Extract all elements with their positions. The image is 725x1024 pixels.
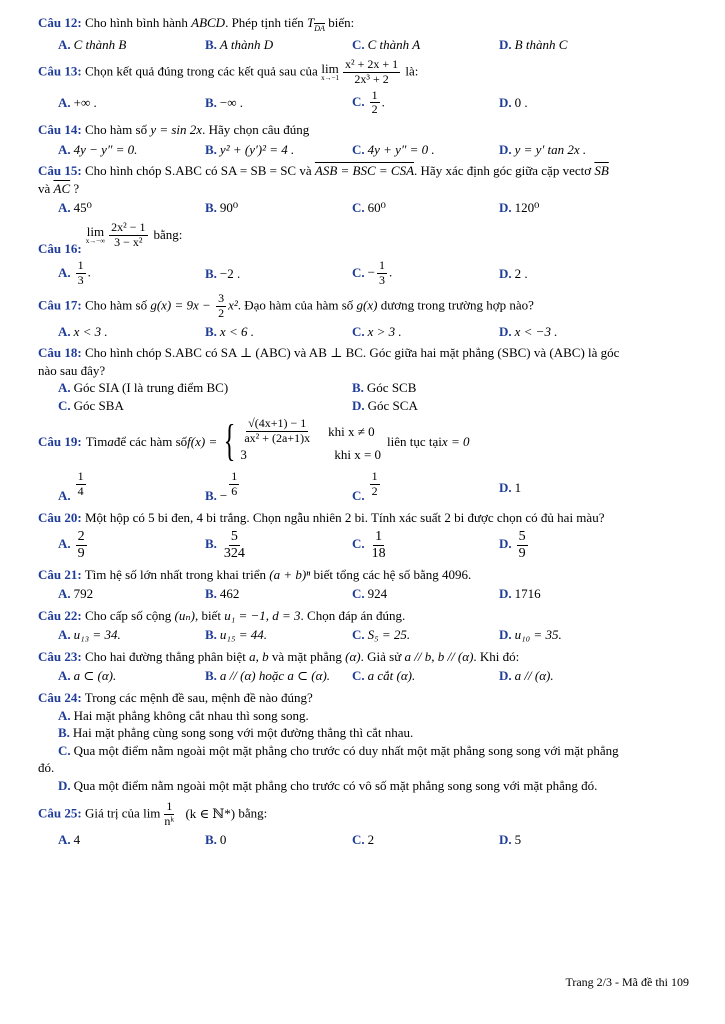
question-20	[38, 509, 687, 562]
math-cond: (k ∈ ℕ*)	[185, 805, 236, 821]
question-number: Câu 16:	[38, 240, 82, 256]
question-text: liên tục tại	[387, 433, 442, 449]
question-number: Câu 15:	[38, 163, 82, 179]
math-limit: lim	[143, 805, 161, 821]
question-text: Cho hai đường thẳng phân biệt	[84, 648, 250, 664]
math-limit: lim x→−∞	[85, 224, 106, 246]
question-number: Câu 12:	[38, 15, 82, 30]
option-a[interactable]: A. $\frac{2}{9}$	[58, 528, 85, 561]
question-number: Câu 22:	[38, 607, 82, 623]
question-text: . Khi đó:	[473, 648, 520, 664]
option-b[interactable]: B. y² + (y′)² = 4 .	[205, 141, 295, 157]
option-a[interactable]: A. u₁₃ = 34.	[58, 627, 121, 643]
page-footer: Trang 2/3 - Mã đề thi 109	[565, 975, 689, 989]
option-a[interactable]: A. 792	[58, 586, 94, 602]
question-text: Một hộp có 5 bi đen, 4 bi trắng. Chọn ngẫu nhiên 2 bi. Tính xác suất 2 bi được chọn có đủ hai màu?	[84, 509, 605, 525]
option-b[interactable]: B. Hai mặt phẳng cùng song song với một đường thẳng thì cắt nhau.	[58, 725, 414, 741]
math-fx: f(x) =	[187, 433, 218, 449]
option-c[interactable]: C. 60⁰	[352, 200, 386, 216]
question-text: nào sau đây?	[38, 362, 106, 378]
question-16	[38, 221, 687, 288]
option-c[interactable]: C. 4y + y″ = 0 .	[352, 141, 435, 157]
question-text: Tìm	[85, 433, 108, 449]
question-number: Câu 21:	[38, 566, 82, 582]
option-b[interactable]: B. 462	[205, 586, 240, 602]
question-text: và	[38, 180, 54, 196]
question-text: Cho hình chóp S.ABC có SA ⊥ (ABC) và AB ⊥ BC. Góc giữa hai mặt phẳng (SBC) và (ABC) là góc	[84, 345, 620, 361]
option-b[interactable]: B. Góc SCB	[352, 380, 417, 396]
question-text: . Giả sử	[360, 648, 405, 664]
question-text: Chọn kết quả đúng trong các kết quả sau của	[84, 63, 322, 79]
option-d[interactable]: D. a // (α).	[499, 668, 554, 684]
math-fraction: $\frac{1}{\text{nᵏ}}$	[164, 799, 175, 829]
option-c[interactable]: C. $\frac{1}{18}$	[352, 528, 386, 561]
option-a[interactable]: A. Góc SIA (I là trung điểm BC)	[58, 380, 229, 396]
math-vector-ac: $\overline{AC}$	[53, 180, 71, 196]
question-number: Câu 17:	[38, 297, 82, 313]
math-vector-sb: $\overline{SB}$	[594, 163, 609, 179]
option-a[interactable]: A. a ⊂ (α).	[58, 668, 117, 684]
option-b[interactable]: B. A thành D	[205, 37, 274, 53]
option-c[interactable]: C. Qua một điểm nằm ngoài một mặt phẳng cho trước có duy nhất một mặt phẳng song song với mặt phẳng	[58, 742, 619, 758]
option-c[interactable]: C. a cắt (α).	[352, 668, 416, 684]
option-b[interactable]: B. u₁₅ = 44.	[205, 627, 267, 643]
option-d[interactable]: D. y = y′ tan 2x .	[499, 141, 587, 157]
option-d[interactable]: D. 5	[499, 831, 522, 847]
question-text: . Hãy chọn câu đúng	[202, 122, 310, 138]
math-fraction: $\frac{3}{2}$	[218, 291, 225, 320]
option-d[interactable]: D. 2 .	[499, 265, 528, 281]
question-15	[38, 162, 687, 217]
question-text: bằng:	[153, 227, 183, 243]
option-d[interactable]: D. 1716	[499, 586, 541, 602]
question-text: để các hàm số	[113, 433, 188, 449]
option-c[interactable]: C. 924	[352, 586, 388, 602]
option-d[interactable]: D. 0 .	[499, 95, 528, 111]
option-c[interactable]: C. x > 3 .	[352, 323, 402, 339]
option-a[interactable]: A. x < 3 .	[58, 323, 108, 339]
option-c[interactable]: C. − $\frac{1}{3}$ .	[352, 258, 393, 288]
math-expr: (a + b)ⁿ	[269, 566, 311, 582]
math-un: (uₙ)	[174, 607, 195, 623]
question-23	[38, 648, 687, 685]
option-a[interactable]: A. $\frac{1}{4}$	[58, 469, 84, 504]
question-text: , biết	[194, 607, 225, 623]
option-a[interactable]: A. 45⁰	[58, 200, 92, 216]
question-text: . Hãy xác định góc giữa cặp vectơ	[414, 163, 595, 179]
question-text: . Chọn đáp án đúng.	[300, 607, 406, 623]
question-25	[38, 800, 687, 848]
question-number: Câu 25:	[38, 805, 82, 821]
math-limit: lim x→−1	[321, 61, 340, 83]
question-12	[38, 14, 687, 54]
option-a[interactable]: A. $\frac{1}{3}$ .	[58, 258, 91, 288]
question-text: Cho hình bình hành	[84, 15, 192, 30]
math-a: a	[107, 433, 114, 449]
option-b[interactable]: B. −∞ .	[205, 95, 244, 111]
option-d[interactable]: D. 120⁰	[499, 200, 540, 216]
math-cond: a // b, b // (α)	[404, 648, 474, 664]
option-b[interactable]: B. a // (α) hoặc a ⊂ (α).	[205, 668, 331, 684]
option-b[interactable]: B. x < 6 .	[205, 323, 254, 339]
question-21	[38, 566, 687, 603]
question-number: Câu 18:	[38, 345, 82, 361]
piecewise-function: { $\frac{√(4x+1) - 1}{\text{ax² + (2a+1)x}}$ khi x ≠ 0 3 khi x = 0	[223, 416, 382, 466]
option-c[interactable]: C. S₅ = 25.	[352, 627, 411, 643]
question-number: Câu 23:	[38, 648, 82, 664]
option-d[interactable]: D. Qua một điểm nằm ngoài một mặt phẳng cho trước có vô số mặt phẳng song song với mặt phẳng đó.	[58, 777, 598, 793]
option-d[interactable]: D. B thành C	[499, 37, 568, 53]
question-number: Câu 20:	[38, 509, 82, 525]
option-b[interactable]: B. 0	[205, 831, 227, 847]
option-d[interactable]: D. 1	[499, 479, 522, 495]
math-translation: $T_{DA}$	[307, 15, 325, 33]
option-c[interactable]: C. 2	[352, 831, 375, 847]
option-b[interactable]: B. −2 .	[205, 265, 241, 281]
math-alpha: (α)	[345, 648, 361, 664]
option-c[interactable]: C. C thành A	[352, 37, 421, 53]
question-text: . Đạo hàm của hàm số	[237, 297, 357, 313]
math-fraction: $\frac{\text{x² + 2x + 1}}{\text{2x³ + 2}}$	[345, 56, 399, 86]
math-given: u₁ = −1, d = 3	[224, 607, 301, 623]
math-angles: ASB = BSC = CSA	[314, 163, 415, 179]
question-text: ?	[70, 180, 80, 196]
math-at: x = 0	[441, 433, 470, 449]
question-text: Giá trị của	[84, 805, 144, 821]
option-d[interactable]: D. x < −3 .	[499, 323, 558, 339]
question-text: Cho hình chóp S.ABC có SA = SB = SC và	[84, 163, 315, 179]
question-text: Trong các mệnh đề sau, mệnh đề nào đúng?	[84, 689, 313, 705]
math-expr: g(x) = 9x −	[150, 297, 215, 313]
option-c[interactable]: C. $\frac{1}{2}$	[352, 469, 378, 504]
question-22	[38, 607, 687, 644]
option-a[interactable]: A. 4	[58, 831, 81, 847]
question-18	[38, 344, 687, 414]
question-text: . Phép tịnh tiến	[225, 15, 308, 30]
question-19	[38, 418, 687, 505]
question-number: Câu 24:	[38, 689, 82, 705]
question-text: Cho cấp số cộng	[84, 607, 175, 623]
question-text: Cho hàm số	[84, 122, 151, 138]
option-a[interactable]: A. Hai mặt phẳng không cắt nhau thì song song.	[58, 707, 309, 723]
question-text: bằng:	[235, 805, 268, 821]
question-text: Cho hàm số	[84, 297, 151, 313]
question-text: dương trong trường hợp nào?	[377, 297, 534, 313]
option-c[interactable]: C. $\frac{1}{2}$ .	[352, 87, 385, 117]
option-a[interactable]: A. C thành B	[58, 37, 127, 53]
option-c[interactable]: C. Góc SBA	[58, 397, 124, 413]
option-a[interactable]: A. 4y − y″ = 0.	[58, 141, 138, 157]
question-number: Câu 14:	[38, 122, 82, 138]
option-d[interactable]: D. u₁₀ = 35.	[499, 627, 562, 643]
math-fraction: $\frac{\text{2x² − 1}}{\text{3 − x²}}$	[111, 219, 146, 249]
question-text: biến:	[324, 15, 355, 30]
question-24	[38, 689, 687, 794]
question-text: là:	[405, 63, 419, 79]
option-a[interactable]: A. +∞ .	[58, 95, 97, 111]
option-b[interactable]: B. − $\frac{1}{6}$	[205, 469, 238, 504]
option-b[interactable]: B. $\frac{5}{324}$	[205, 528, 245, 561]
option-d[interactable]: D. Góc SCA	[352, 397, 418, 413]
question-13	[38, 58, 687, 117]
option-b[interactable]: B. 90⁰	[205, 200, 239, 216]
question-14	[38, 121, 687, 158]
question-text: và mặt phẳng	[268, 648, 346, 664]
question-text: Tìm hệ số lớn nhất trong khai triển	[84, 566, 270, 582]
question-number: Câu 19:	[38, 433, 82, 449]
math-expr: y = sin 2x	[150, 122, 203, 138]
question-17	[38, 292, 687, 340]
math-abcd: ABCD	[191, 15, 226, 30]
question-number: Câu 13:	[38, 63, 82, 79]
question-text: biết tổng các hệ số bằng 4096.	[310, 566, 472, 582]
math-gx: g(x)	[356, 297, 378, 313]
option-d[interactable]: D. $\frac{5}{9}$	[499, 528, 526, 561]
option-c-continued: đó.	[38, 760, 55, 776]
math-expr: x²	[228, 297, 238, 313]
math-ab: a, b	[249, 648, 269, 664]
